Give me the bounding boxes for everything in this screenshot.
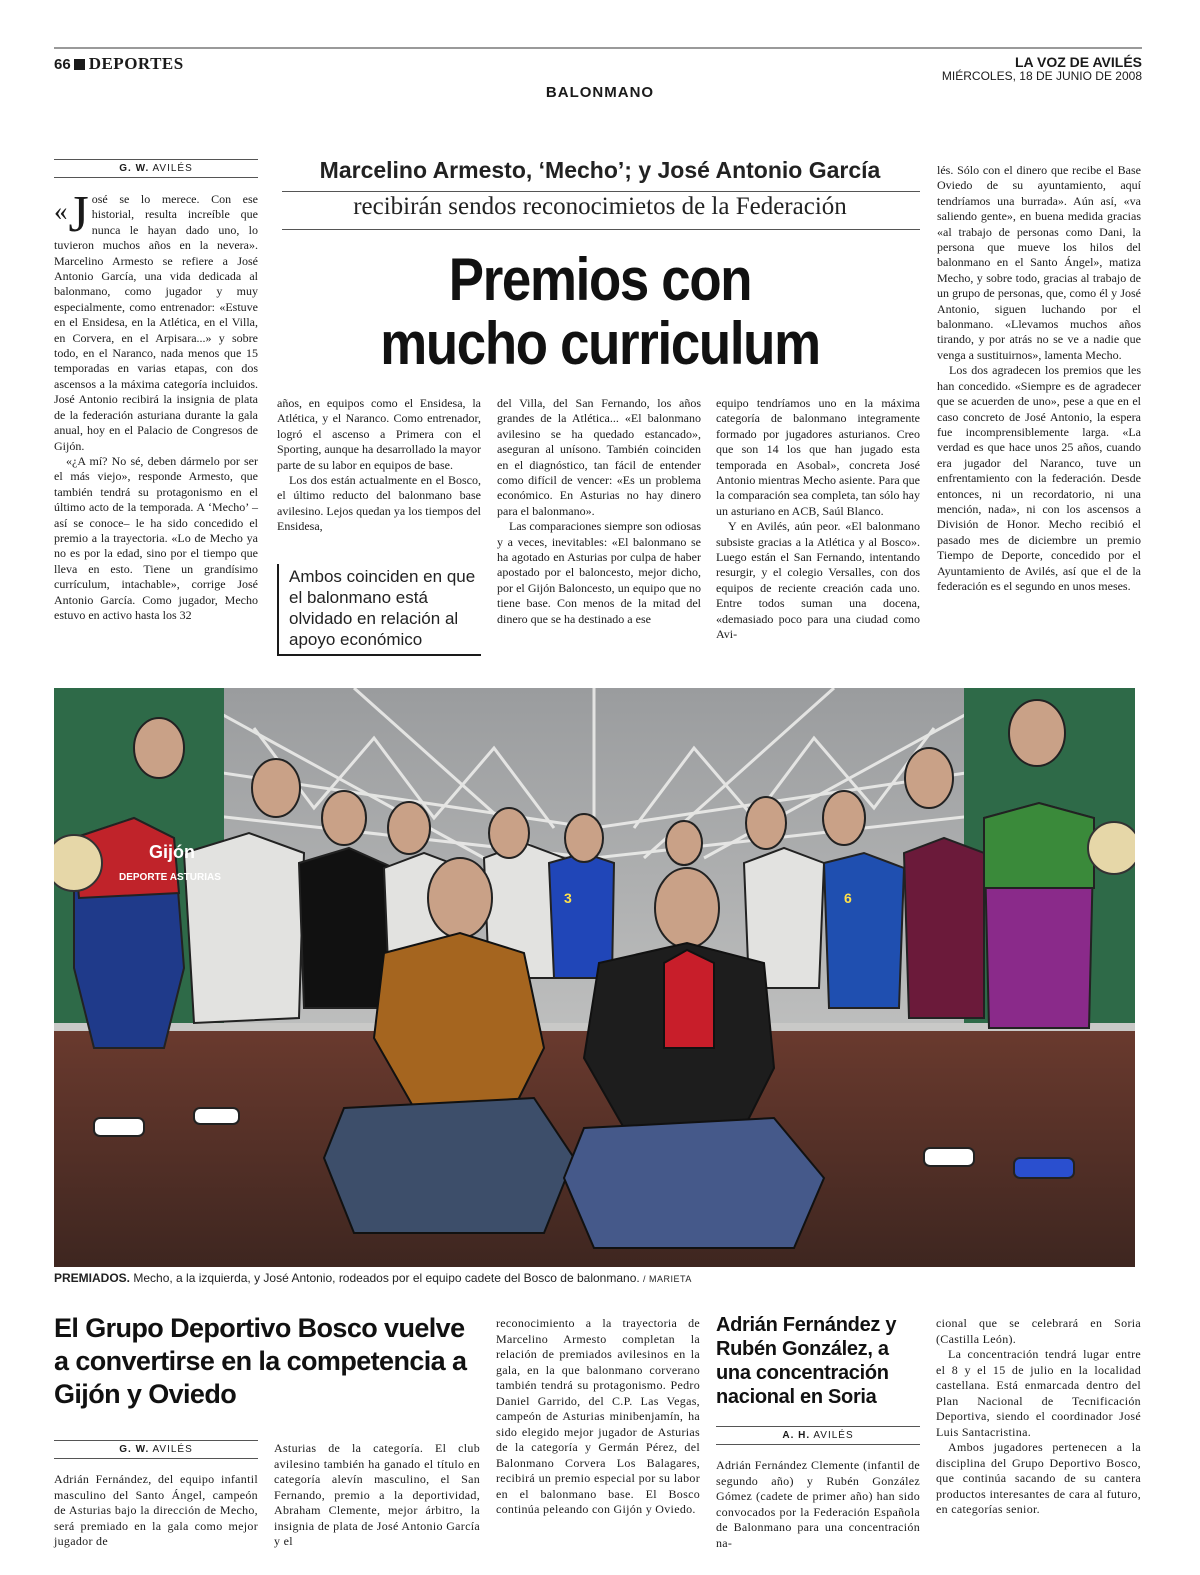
paragraph: reconocimiento a la trayectoria de Marcelino Armesto completan la relación de premiados avilesinos en la gala, en la que balonmano corverano también tendrá su protagonismo. Pedro Daniel Garrido, del C.P. Las Vegas, campeón de Asturias minibenjamín, ha sido elegido mejor jugador de Asturias de la categoría y Germán Pérez, del Balonmano Corvera Los Balagares, recibirá un premio especial por su labor en el balonmano base. El Bosco continúa peleando con Gijón y Oviedo. [496, 1316, 700, 1516]
byline-author: A. H. [782, 1430, 811, 1441]
byline-place: AVILÉS [813, 1430, 854, 1441]
article3-col-1 [716, 1458, 920, 1551]
deck-rule [282, 229, 920, 230]
newspaper-name: LA VOZ DE AVILÉS [1014, 54, 1142, 70]
square-bullet-icon [74, 59, 85, 70]
paragraph: del Villa, del San Fernando, los años grandes de la Atlética... «El balonmano avilesino se ha quedado estancado», aseguran al unísono. También coinciden en el diagnóstico, tan fácil de entender como difícil de vencer: «Es un problema económico. En Asturias no hay dinero para el balonmano». [497, 396, 701, 518]
issue-date: MIÉRCOLES, 18 DE JUNIO DE 2008 [941, 69, 1142, 83]
page-folio [54, 54, 184, 74]
article3-col-2 [936, 1316, 1141, 1518]
main-byline [54, 159, 258, 178]
deck-rule [282, 191, 920, 192]
jersey-text: Gijón [149, 842, 195, 862]
paragraph: equipo tendríamos uno en la máxima categoría de balonmano integramente formado por jugadores asturianos. Creo que son 14 los que han jugado esta temporada en Asobal», concreta José Antonio mientras Mecho asiente. Para que la comparación sea completa, tan sólo hay un asturiano en ACB, Saúl Blanco. [716, 396, 920, 518]
deck-line-2: recibirán sendos reconocimietos de la Federación [353, 193, 847, 220]
byline-author: G. W. [119, 163, 150, 174]
headline-line: Premios con [448, 246, 752, 313]
team-photo-illustration [54, 688, 1135, 1267]
photo-credit: / MARIETA [643, 1274, 692, 1284]
main-col-1 [54, 186, 258, 623]
paragraph: Y en Avilés, aún peor. «El balonmano subsiste gracias a la Atlética y al Bosco». Luego están el San Fernando, intentando resurgir, y el colegio Versalles, con dos equipos de reciente creación cada uno. Entre todos suman una docena, «demasiado poco para una ciudad como Avi- [716, 519, 920, 642]
main-col-3 [497, 396, 701, 627]
article2-col-1 [54, 1472, 258, 1550]
main-col-2 [277, 396, 481, 535]
paragraph: cional que se celebrará en Soria (Castilla León). [936, 1316, 1141, 1346]
article2-headline: El Grupo Deportivo Bosco vuelve a convertirse en la competencia a Gijón y Oviedo [54, 1313, 467, 1409]
main-col-5 [937, 163, 1141, 594]
caption-text: Mecho, a la izquierda, y José Antonio, rodeados por el equipo cadete del Bosco de balonmano. [133, 1271, 640, 1285]
article2-col-2 [274, 1441, 480, 1550]
paragraph: Adrián Fernández, del equipo infantil masculino del Santo Ángel, campeón de Asturias bajo la dirección de Mecho, será premiado en la gala como mejor jugador de [54, 1472, 258, 1548]
section-rubric: BALONMANO [545, 84, 655, 101]
drop-quote: « [54, 196, 68, 226]
caption-label: PREMIADOS. [54, 1271, 131, 1285]
paragraph: Las comparaciones siempre son odiosas y a veces, inevitables: «El balonmano se ha agotado en Asturias por culpa de haber apostado por el baloncesto, mejor dicho, por el Gijón Baloncesto, un equipo que no tiene base. Con menos de la mitad del dinero que se ha destinado a ese [497, 519, 701, 626]
team-photo [54, 688, 1135, 1267]
main-headline [320, 248, 880, 376]
paragraph [54, 186, 258, 454]
paragraph: Asturias de la categoría. El club avilesino también ha ganado el título en categoría alevín masculino, el San Fernando, premio a la deportividad, Abraham Clemente, mejor árbitro, la insignia de plata de José Antonio García y el [274, 1441, 480, 1548]
paragraph: Los dos están actualmente en el Bosco, el último reducto del balonmano base avilesino. Lejos quedan ya los tiempos del Ensidesa, [277, 473, 481, 534]
article2-byline [54, 1440, 258, 1459]
section-name: DEPORTES [88, 54, 184, 73]
paragraph: años, en equipos como el Ensidesa, la Atlética, y el Naranco. Como entrenador, logró el ascenso a Primera con el Sporting, aunque ha desarrollado la mayor parte de su labor en equipos de base. [277, 396, 481, 472]
paragraph: Los dos agradecen los premios que les han concedido. «Siempre es de agradecer que se acuerden de uno», pese a que en el caso concreto de José Antonio, la espera fue incomprensiblemente larga. «La verdad es que hace unos 25 años, cuando era jugador del Naranco, tuve un enfrentamiento con la federación. Desde entonces, ni un recordatorio, ni una mención, nada», ni con los ascensos a División de Honor. Mecho recibió el pasado mes de diciembre un premio Tiempo de Deporte, concedido por el Ayuntamiento de Avilés, así que el de la federación es el segundo en unos meses. [937, 363, 1141, 593]
pull-quote: Ambos coinciden en que el balonmano está olvidado en relación al apoyo económico [277, 564, 481, 656]
paragraph: «¿A mí? No sé, deben dármelo por ser el más viejo», responde Armesto, que también tendrá su protagonismo en el último acto de la temporada. A ‘Mecho’ –así se conoce– le ha sido concedido el premio a la trayectoria. «Lo de Mecho ya no es por la edad, sino por el tiempo que lleva en esto. Tiene un grandísimo currículum, intachable», corrige José Antonio García. Como jugador, Mecho estuvo en activo hasta los 32 [54, 453, 258, 622]
deck-line-1: Marcelino Armesto, ‘Mecho’; y José Antonio García [319, 157, 881, 183]
headline-line: mucho curriculum [380, 310, 820, 377]
paragraph: Ambos jugadores pertenecen a la disciplina del Grupo Deportivo Bosco, que continúa sacando de su cantera productos interesantes de cara al futuro, en categorías senior. [936, 1440, 1141, 1516]
jersey-number: 6 [844, 890, 852, 906]
paragraph-text: osé se lo merece. Con ese historial, resulta increíble que nunca le hayan dado uno, lo tuvieron muchos años en la nevera». Marcelino Armesto se refiere a José Antonio García, una vida dedicada al balonmano, como jugador y muy especialmente, como entrenador: «Estuve en el Ensidesa, en la Atlética, en el Villa, en Corvera, en el Arpisara...» y sobre todo, en el Naranco, nada menos que 15 temporadas en varias etapas, con dos ascensos a la máxima categoría incluidos. José Antonio recibirá la insignia de plata de la federación asturiana durante la gala anual, hoy en el Palacio de Congresos de Gijón. [54, 192, 258, 453]
drop-cap: J [68, 186, 89, 243]
byline-place: AVILÉS [152, 163, 193, 174]
photo-caption [54, 1271, 692, 1285]
paragraph: Adrián Fernández Clemente (infantil de segundo año) y Rubén González Gómez (cadete de primer año) han sido convocados por la Federación Española de Balonmano para una concentración na- [716, 1458, 920, 1550]
jersey-number: 3 [564, 890, 572, 906]
jersey-text: DEPORTE ASTURIAS [119, 872, 221, 883]
byline-author: G. W. [119, 1444, 150, 1455]
masthead-rule [54, 47, 1142, 49]
page-number: 66 [54, 56, 71, 73]
paragraph: La concentración tendrá lugar entre el 8 y el 15 de julio en la localidad castellana. Está enmarcada dentro del Plan Nacional de Tecnificación Deportiva, siendo el coordinador José Luis Santacristina. [936, 1347, 1141, 1439]
byline-place: AVILÉS [152, 1444, 193, 1455]
main-col-4 [716, 396, 920, 643]
paragraph: lés. Sólo con el dinero que recibe el Base Oviedo de su ayuntamiento, aquí tendríamos una burrada». Aún así, «va saliendo gente», en buena medida gracias «al trabajo de personas como Dani, la persona que mueve los hilos del balonmano en el Santo Ángel», matiza Mecho, y sobre todo, gracias al trabajo de un grupo de personas, que, como él y José Antonio, siguen luchando por el balonmano. «Llevamos muchos años tirando, y por atrás no se ve a nadie que venga a sustituirnos», lamenta Mecho. [937, 163, 1141, 362]
article2-col-3 [496, 1316, 700, 1518]
article3-headline: Adrián Fernández y Rubén González, a una concentración nacional en Soria [716, 1314, 897, 1408]
article3-byline [716, 1426, 920, 1445]
